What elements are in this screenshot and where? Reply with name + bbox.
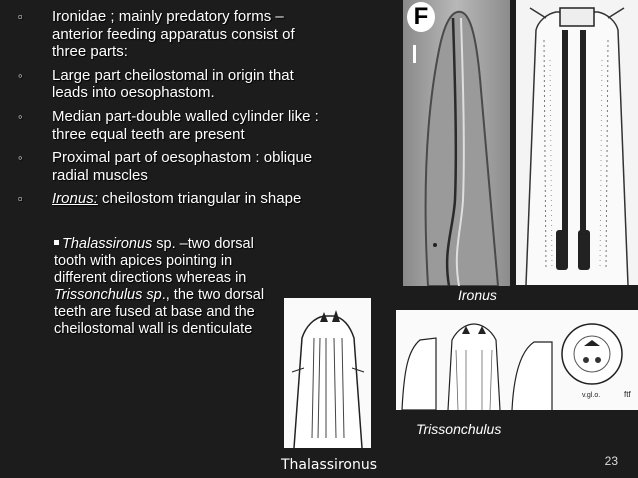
bullet-large-part: ◦ Large part cheilostomal in origin that leads into oesophastom. bbox=[18, 66, 294, 102]
ironus-term: Ironus: bbox=[52, 190, 98, 208]
ironus-micrograph bbox=[403, 0, 510, 286]
thalassironus-drawing bbox=[284, 298, 371, 448]
bullet-marker: ▫ bbox=[18, 191, 23, 207]
trissonchulus-drawing bbox=[396, 310, 556, 410]
thalassironus-caption: Thalassironus bbox=[281, 457, 378, 473]
panel-letter-f: F bbox=[407, 2, 435, 32]
trissonchulus-crosssection bbox=[556, 310, 638, 410]
bullet-list bbox=[0, 8, 330, 214]
bullet-ironidae: ▫ Ironidae ; mainly predatory forms – anterior feeding apparatus consist of three parts: bbox=[18, 8, 295, 61]
bullet-ironus: ▫ Ironus: cheilostom triangular in shape bbox=[18, 190, 302, 208]
bullet-median-part: ◦ Median part-double walled cylinder like : three equal teeth are present bbox=[18, 107, 319, 143]
ftf-label: ftf bbox=[624, 390, 631, 399]
bullet-marker: ▫ bbox=[18, 9, 23, 24]
page-number: 23 bbox=[604, 454, 618, 468]
vglo-label: v.gl.o. bbox=[582, 392, 601, 399]
ironus-caption: Ironus bbox=[458, 287, 497, 303]
thalassironus-note: Thalassironus sp. –two dorsal tooth with apices pointing in different directions whereas in Trissonchulus sp., the two dorsal teeth are fused at base and the cheilostomal wall is denticulate bbox=[54, 236, 265, 337]
trissonchulus-caption: Trissonchulus bbox=[416, 421, 502, 437]
ironus-drawing bbox=[516, 0, 638, 285]
bullet-proximal-part: ◦ Proximal part of oesophastom : oblique radial muscles bbox=[18, 149, 313, 184]
square-bullet-icon bbox=[54, 240, 59, 245]
